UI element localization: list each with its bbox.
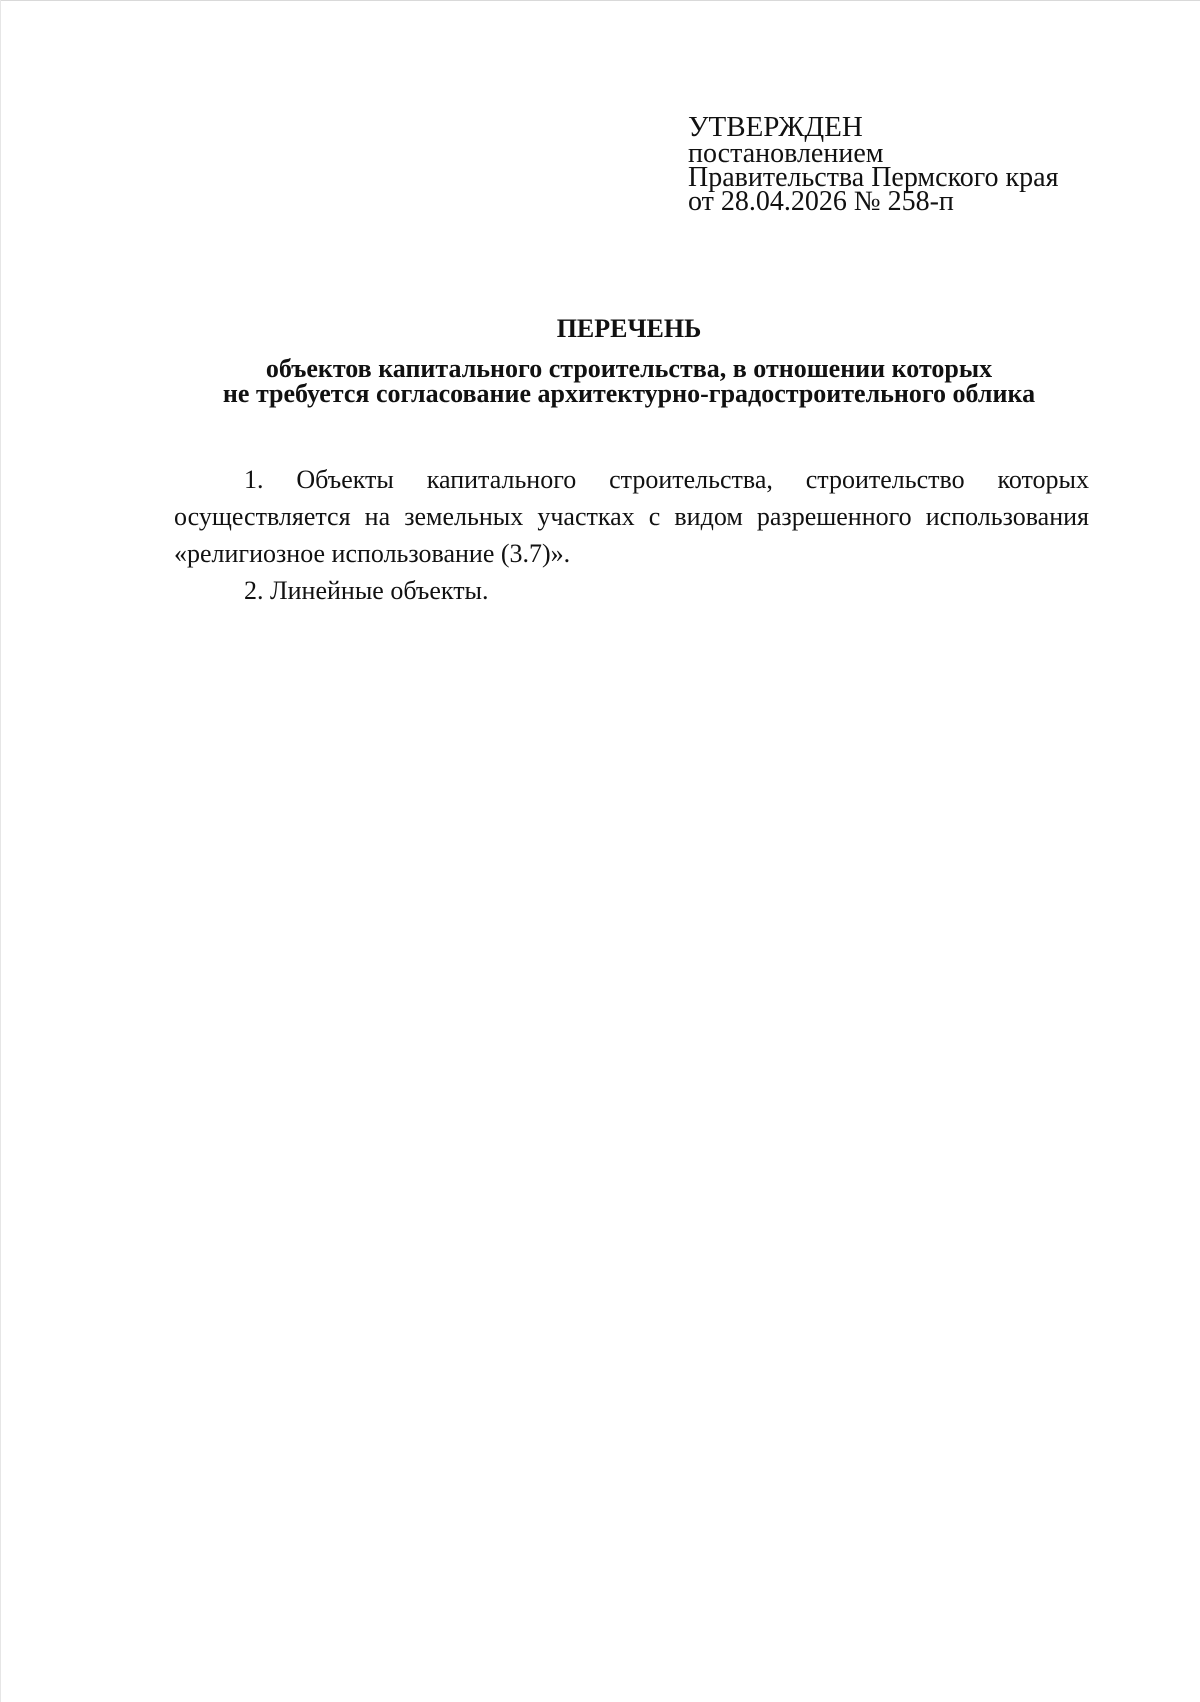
list-body	[174, 461, 1089, 609]
approval-line-resolution: постановлением	[688, 138, 884, 169]
approval-heading: УТВЕРЖДЕН	[688, 111, 863, 143]
subtitle-line-2: не требуется согласование архитектурно-градостроительного облика	[222, 379, 1036, 408]
document-title: ПЕРЕЧЕНЬ	[556, 314, 702, 343]
approval-line-government: Правительства Пермского края	[688, 162, 1059, 193]
list-item-2: 2. Линейные объекты.	[244, 576, 489, 605]
subtitle-line-1: объектов капитального строительства, в отношении которых	[265, 354, 993, 383]
list-item-1: 1. Объекты капитального строительства, строительство которых осуществляется на земельных участках с видом разрешенного использования «религиозное использование (3.7)».	[174, 465, 1089, 568]
document-subtitle	[0, 356, 1200, 406]
scan-edge-left	[0, 0, 1, 1702]
approval-line-date-number: от 28.04.2026 № 258-п	[688, 186, 954, 217]
approval-block	[688, 111, 1108, 217]
scan-edge-top	[0, 0, 1200, 1]
